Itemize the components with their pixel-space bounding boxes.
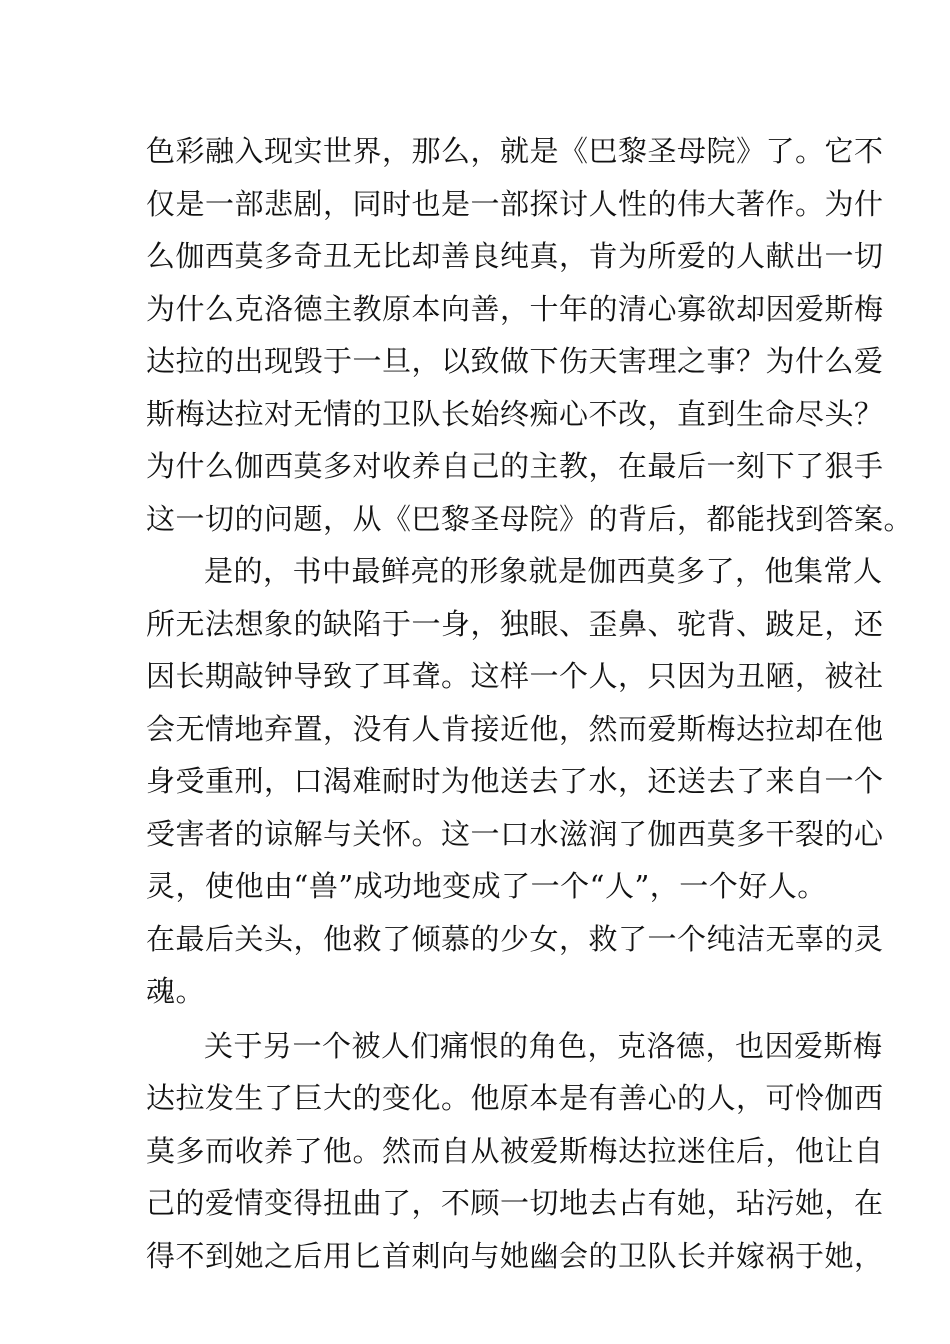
text-line: 色彩融入现实世界，那么，就是《巴黎圣母院》了。它不 <box>146 134 884 168</box>
paragraph-first-line: 是的，书中最鲜亮的形象就是伽西莫多了，他集常人 <box>204 554 883 588</box>
text-line: 得不到她之后用匕首刺向与她幽会的卫队长并嫁祸于她， <box>146 1239 884 1273</box>
text-line: 达拉的出现毁于一旦，以致做下伤天害理之事？为什么爱 <box>146 344 884 378</box>
text-line: 斯梅达拉对无情的卫队长始终痴心不改，直到生命尽头？ <box>146 397 884 431</box>
text-line: 受害者的谅解与关怀。这一口水滋润了伽西莫多干裂的心 <box>146 817 884 851</box>
text-line: 达拉发生了巨大的变化。他原本是有善心的人，可怜伽西 <box>146 1081 884 1115</box>
text-line: 在最后关头，他救了倾慕的少女，救了一个纯洁无辜的灵 <box>146 922 884 956</box>
text-line: 为什么伽西莫多对收养自己的主教，在最后一刻下了狠手 <box>146 449 884 483</box>
text-line: 己的爱情变得扭曲了，不顾一切地去占有她，玷污她，在 <box>146 1186 884 1220</box>
text-line: 因长期敲钟导致了耳聋。这样一个人，只因为丑陋，被社 <box>146 659 884 693</box>
text-line: 这一切的问题，从《巴黎圣母院》的背后，都能找到答案。 <box>146 502 914 536</box>
paragraph-first-line: 关于另一个被人们痛恨的角色，克洛德，也因爱斯梅 <box>204 1029 883 1063</box>
text-line: 身受重刑，口渴难耐时为他送去了水，还送去了来自一个 <box>146 764 884 798</box>
text-line: 仅是一部悲剧，同时也是一部探讨人性的伟大著作。为什 <box>146 187 884 221</box>
text-line: 为什么克洛德主教原本向善，十年的清心寡欲却因爱斯梅 <box>146 292 884 326</box>
text-line: 所无法想象的缺陷于一身，独眼、歪鼻、驼背、跛足，还 <box>146 607 884 641</box>
text-line: 魂。 <box>146 974 206 1008</box>
text-line: 么伽西莫多奇丑无比却善良纯真，肯为所爱的人献出一切 <box>146 239 884 273</box>
text-line: 会无情地弃置，没有人肯接近他，然而爱斯梅达拉却在他 <box>146 712 884 746</box>
text-line: 莫多而收养了他。然而自从被爱斯梅达拉迷住后，他让自 <box>146 1134 884 1168</box>
text-line: 灵，使他由“兽”成功地变成了一个“人”，一个好人。 <box>146 869 827 903</box>
